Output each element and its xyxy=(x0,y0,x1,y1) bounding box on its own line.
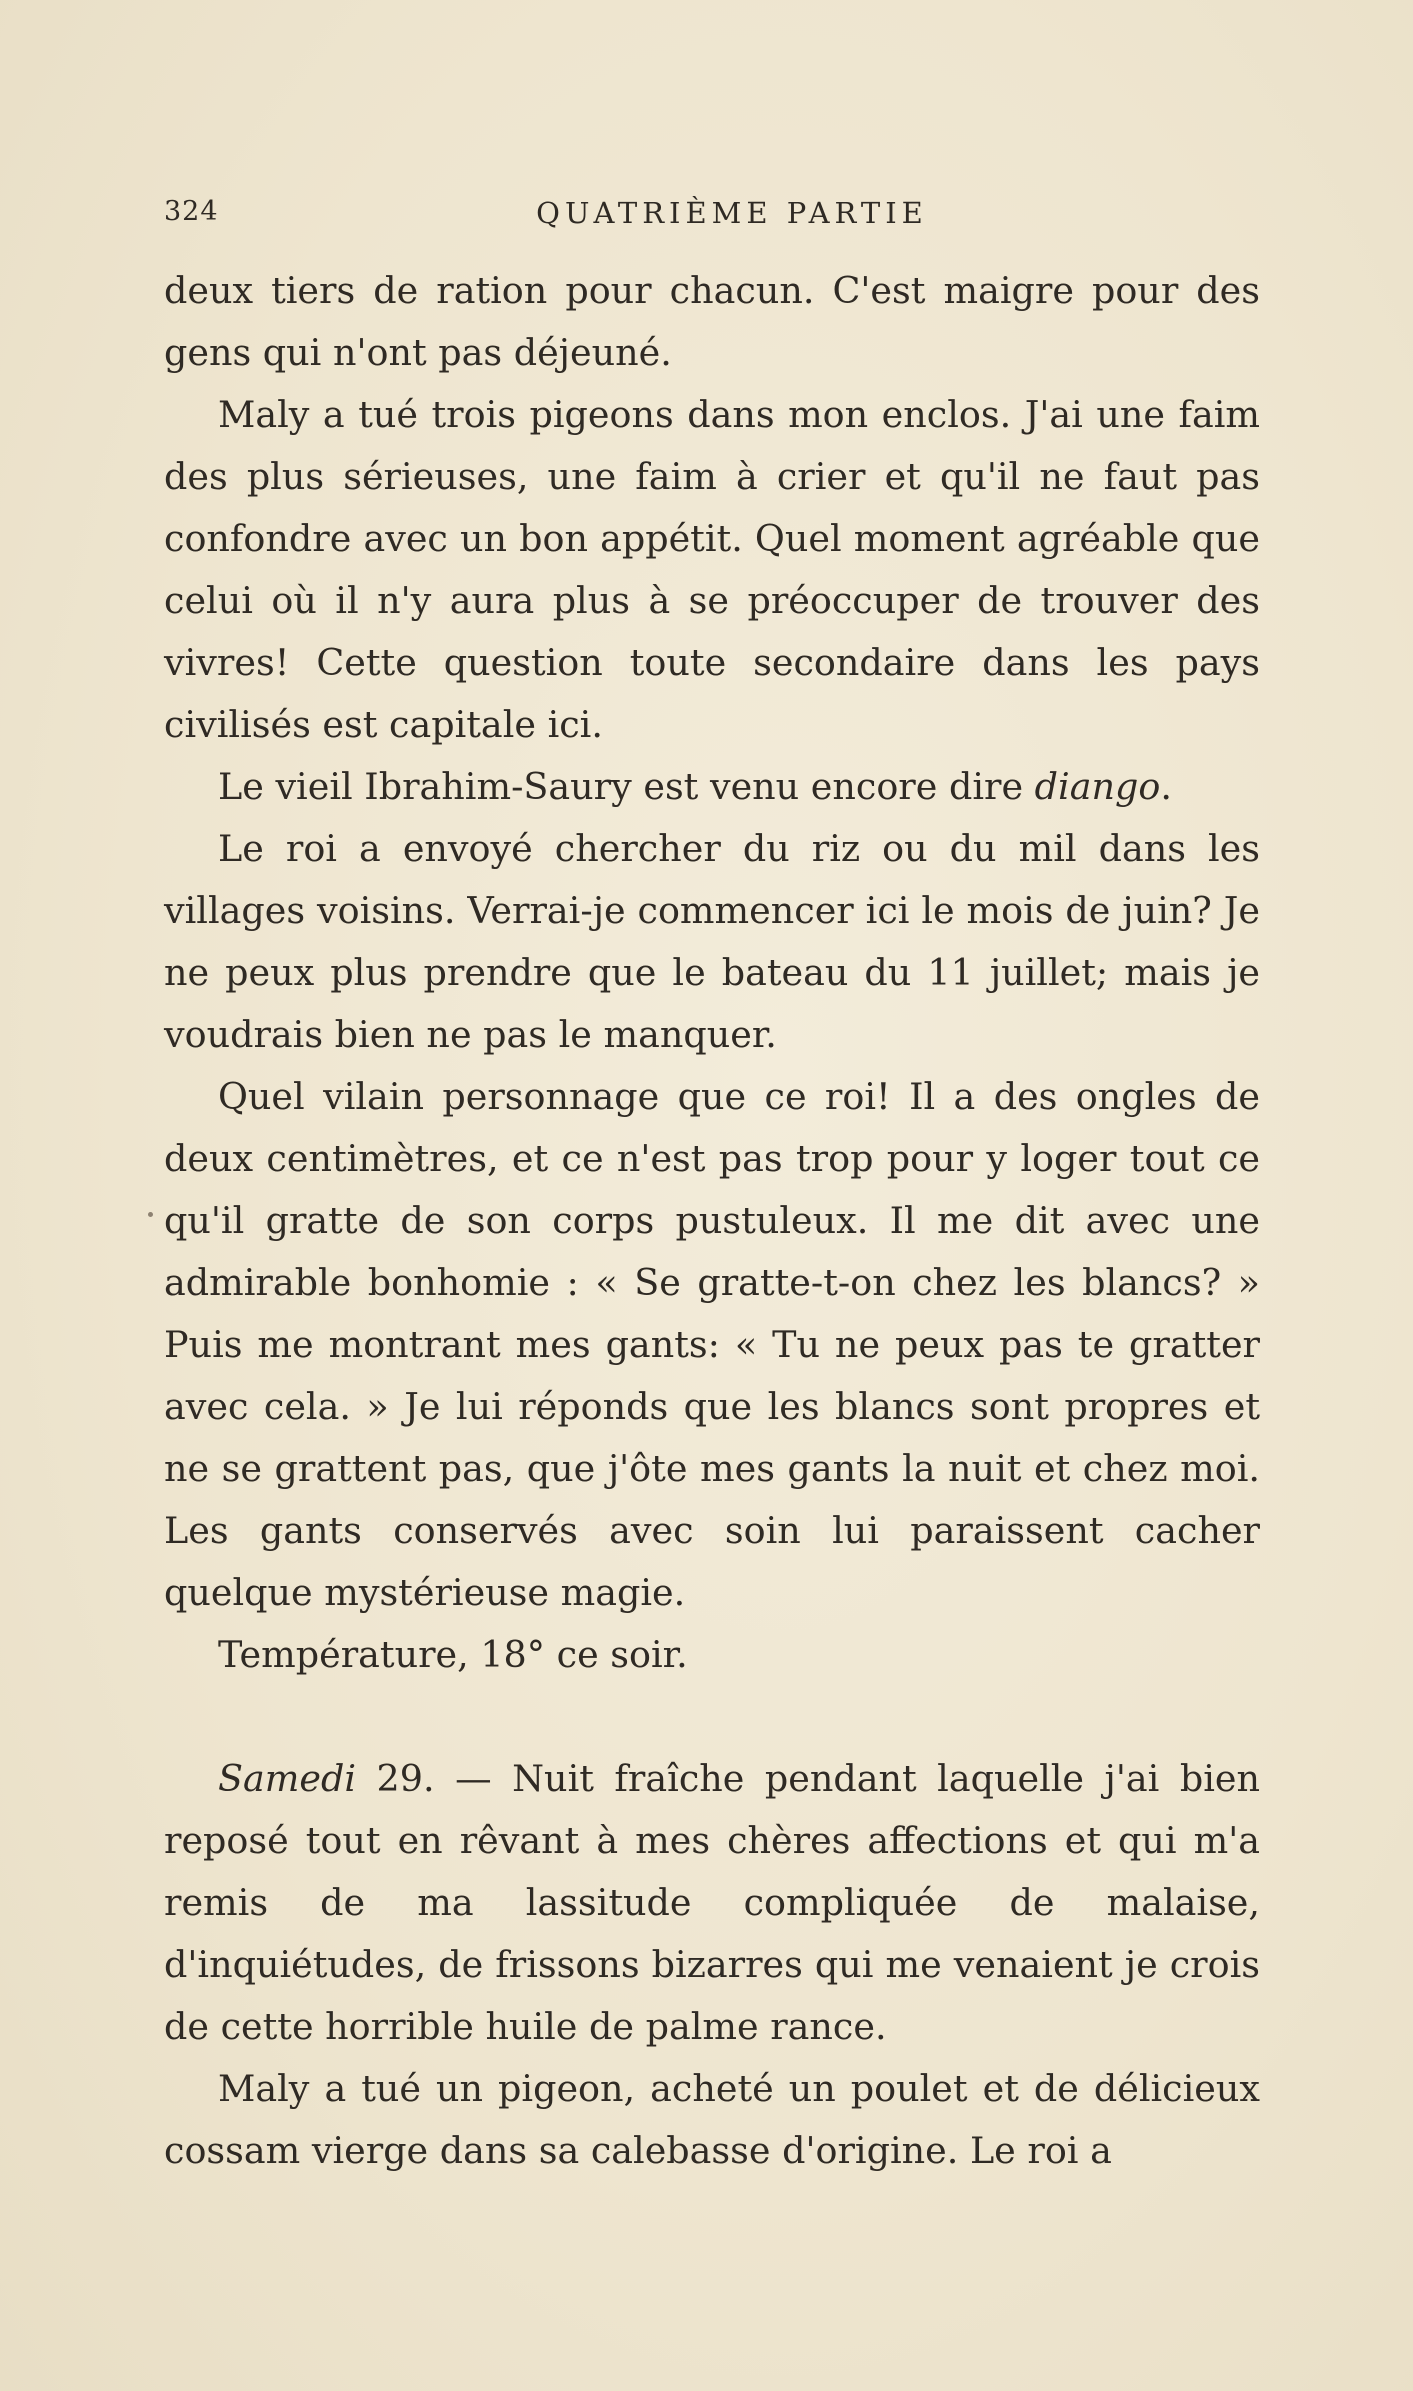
page-header xyxy=(164,196,1260,236)
margin-speck xyxy=(148,1212,153,1217)
paragraph-king: Quel vilain personnage que ce roi! Il a des ongles de deux centimètres, et ce n'est pas trop pour y loger tout ce qu'il gratte de son corps pustuleux. Il me dit avec une admirable bonhomie : « Se gratte-t-on chez les blancs? » Puis me montrant mes gants: « Tu ne peux pas te gratter avec cela. » Je lui réponds que les blancs sont propres et ne se grattent pas, que j'ôte mes gants la nuit et chez moi. Les gants conservés avec soin lui paraissent cacher quelque mystérieuse magie. xyxy=(164,1075,1260,1614)
paragraph-text: . xyxy=(1160,765,1172,808)
body-text xyxy=(164,260,1260,2182)
date-heading: Samedi xyxy=(218,1757,357,1800)
paragraph-pigeons: Maly a tué trois pigeons dans mon enclos. J'ai une faim des plus sérieuses, une faim à crier et qu'il ne faut pas confondre avec un bon appétit. Quel moment agréable que celui où il n'y aura plus à se préoccuper de trouver des vivres! Cette question toute secondaire dans les pays civilisés est capitale ici. xyxy=(164,393,1260,746)
paragraph-samedi xyxy=(164,1748,1260,2058)
page-number: 324 xyxy=(164,196,219,227)
paragraph-maly-pigeon: Maly a tué un pigeon, acheté un poulet et de délicieux cossam vierge dans sa calebasse d'origine. Le roi a xyxy=(164,2067,1260,2172)
italic-word: diango xyxy=(1034,765,1161,808)
paragraph-continuation: deux tiers de ration pour chacun. C'est maigre pour des gens qui n'ont pas déjeuné. xyxy=(164,269,1260,374)
paragraph-temperature: Température, 18° ce soir. xyxy=(218,1633,688,1676)
paragraph-text: 29. — Nuit fraîche pendant laquelle j'ai bien reposé tout en rêvant à mes chères affections et qui m'a remis de ma lassitude compliquée de malaise, d'inquiétudes, de frissons bizarres qui me venaient je crois de cette horrible huile de palme rance. xyxy=(164,1757,1260,2048)
paragraph-rice: Le roi a envoyé chercher du riz ou du mil dans les villages voisins. Verrai-je commencer ici le mois de juin? Je ne peux plus prendre que le bateau du 11 juillet; mais je voudrais bien ne pas le manquer. xyxy=(164,827,1260,1056)
paragraph-text: Le vieil Ibrahim-Saury est venu encore dire xyxy=(218,765,1035,808)
running-title: QUATRIÈME PARTIE xyxy=(536,196,928,230)
paragraph-diango xyxy=(164,756,1260,818)
